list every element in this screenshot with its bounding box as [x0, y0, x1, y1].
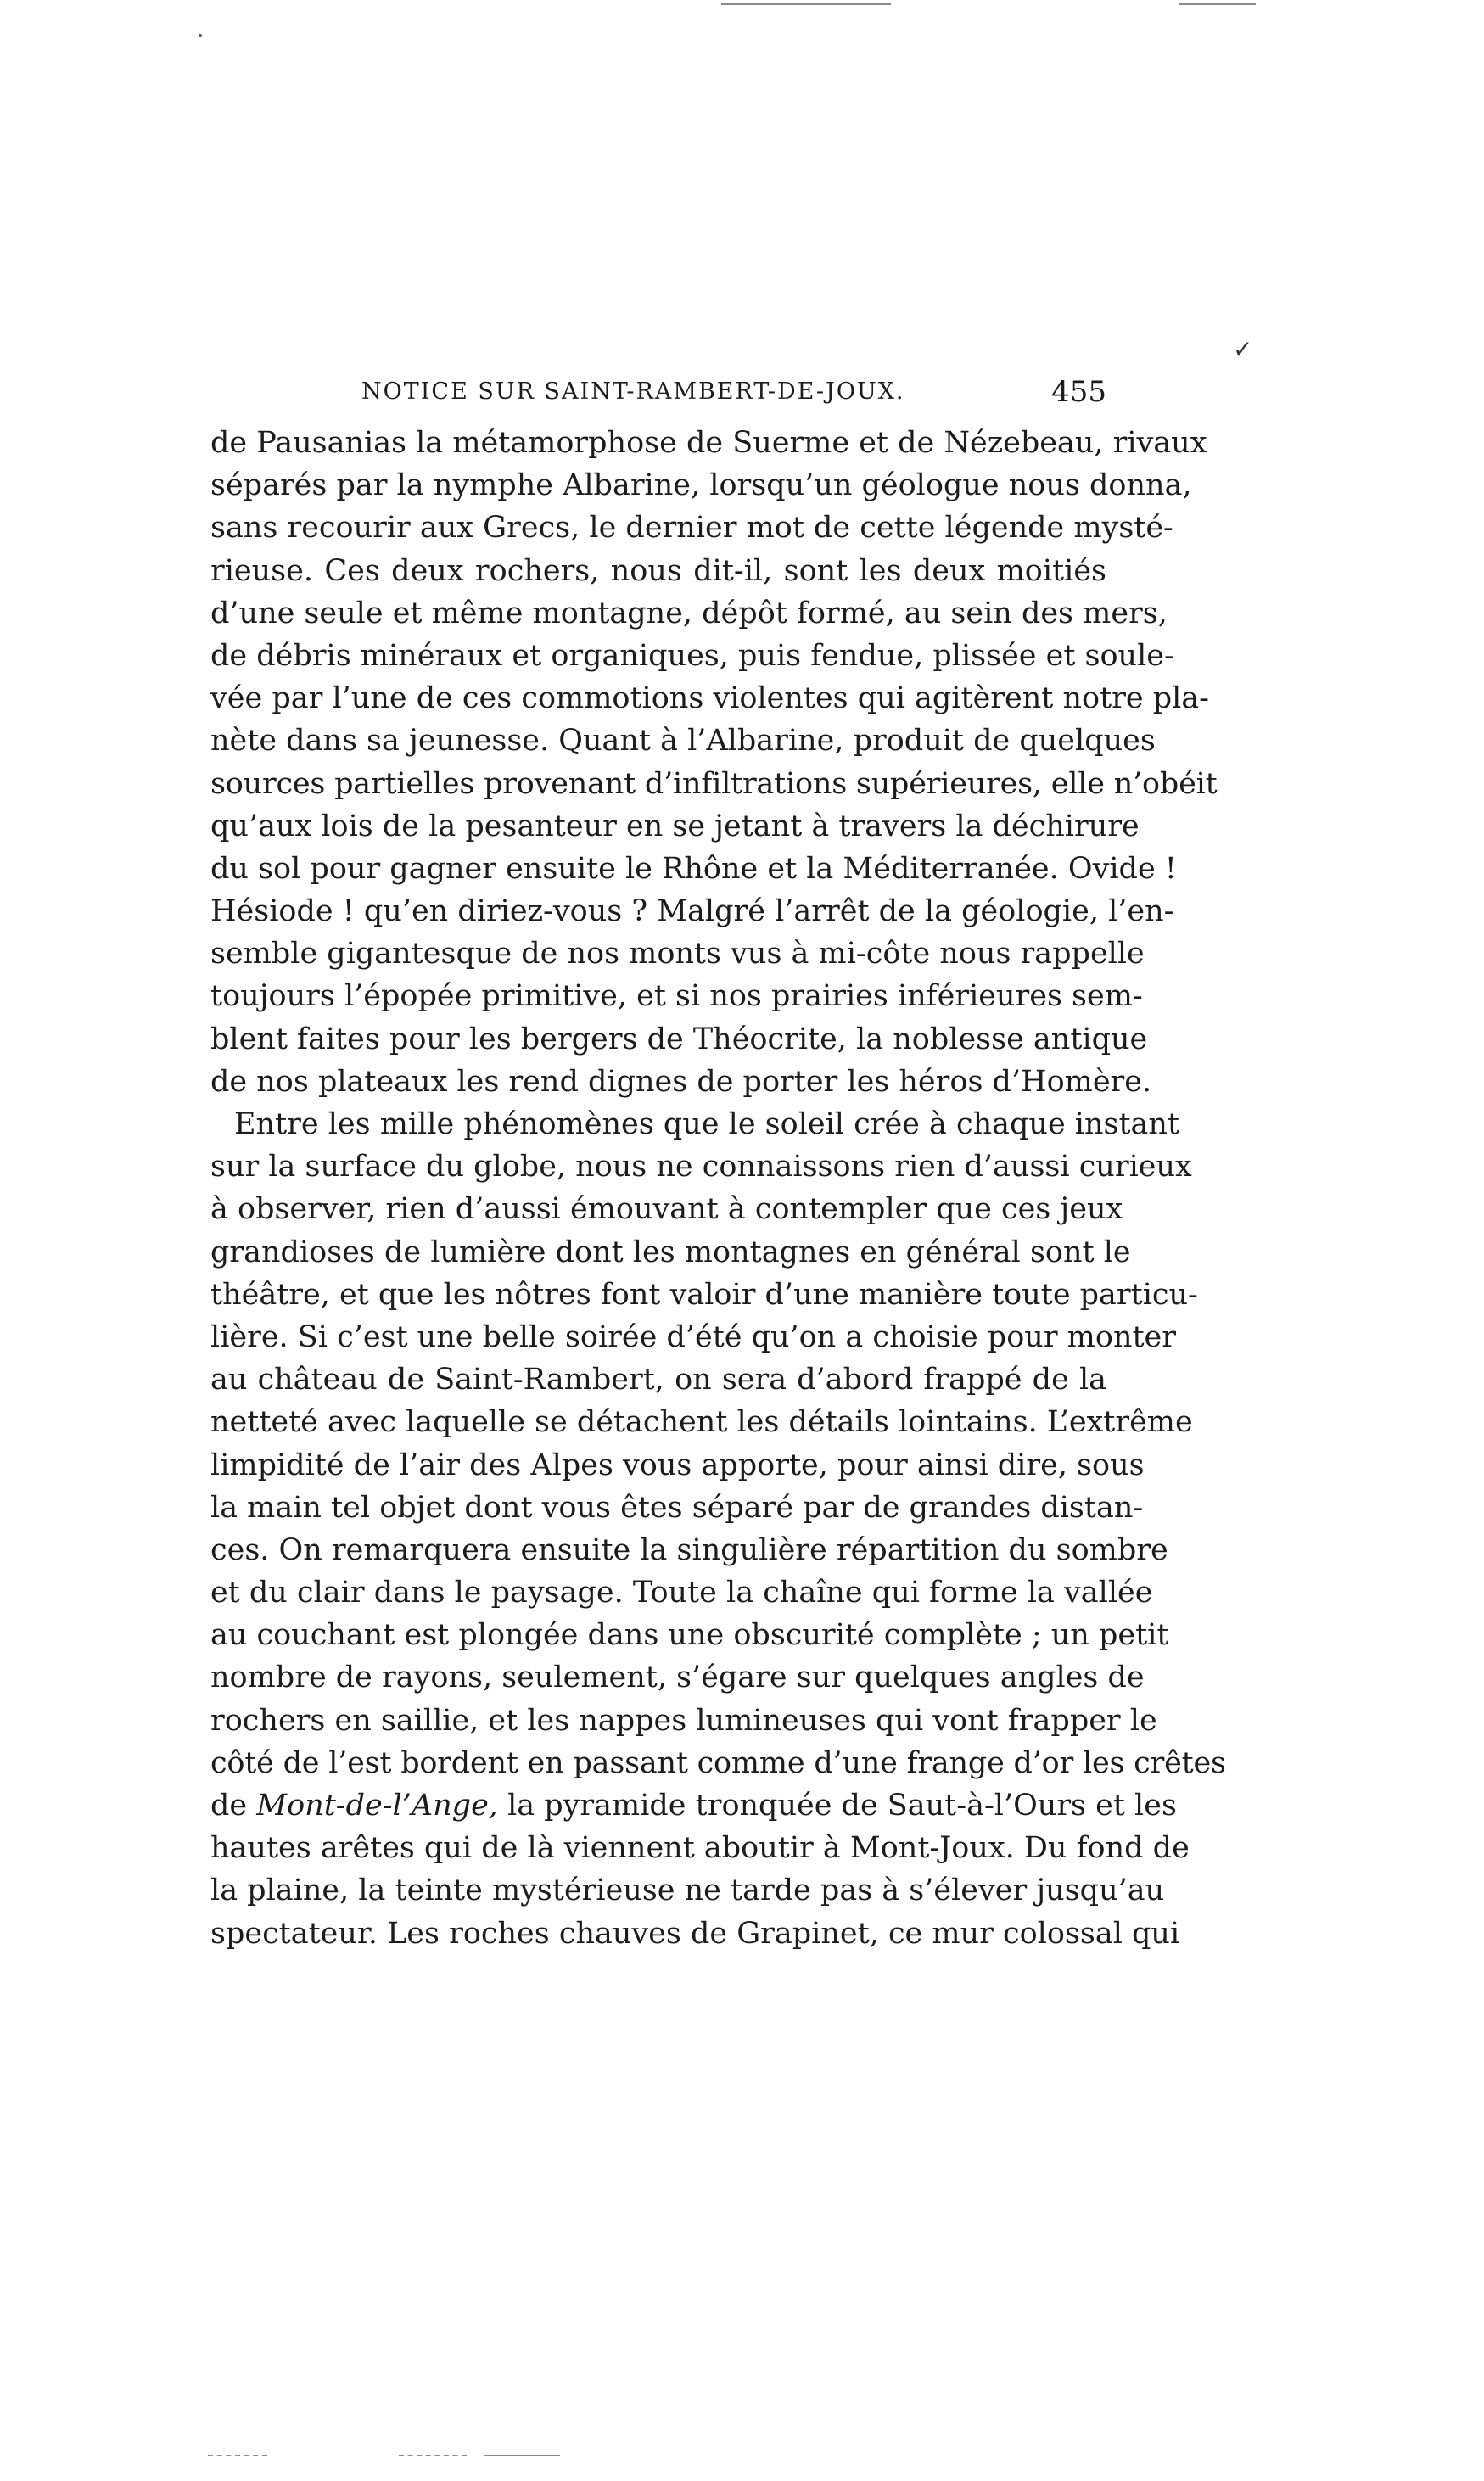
- page-number: 455: [1051, 375, 1106, 409]
- scan-edge-mark: [484, 2455, 560, 2456]
- text-line: rochers en saillie, et les nappes lumineuses qui vont frapper le: [210, 1703, 1157, 1738]
- text-line: hautes arêtes qui de là viennent aboutir à Mont-Joux. Du fond de: [210, 1831, 1190, 1866]
- scan-edge-mark: [1179, 3, 1256, 5]
- text-line: blent faites pour les bergers de Théocrite, la noblesse antique: [210, 1022, 1148, 1056]
- text-line: qu’aux lois de la pesanteur en se jetant à travers la déchirure: [210, 809, 1140, 843]
- text-line: sur la surface du globe, nous ne connaissons rien d’aussi curieux: [210, 1150, 1192, 1184]
- text-line: limpidité de l’air des Alpes vous apporte, pour ainsi dire, sous: [210, 1448, 1145, 1482]
- text-line: semble gigantesque de nos monts vus à mi-côte nous rappelle: [210, 937, 1145, 972]
- text-line: théâtre, et que les nôtres font valoir d’une manière toute particu-: [210, 1277, 1198, 1312]
- place-name: Mont-de-l’Ange,: [256, 1789, 498, 1823]
- text-line: Hésiode ! qu’en diriez-vous ? Malgré l’arrêt de la géologie, l’en-: [210, 894, 1174, 929]
- text-line: du sol pour gagner ensuite le Rhône et la Méditerranée. Ovide !: [210, 851, 1177, 886]
- text-line: spectateur. Les roches chauves de Grapinet, ce mur colossal qui: [210, 1916, 1180, 1951]
- text-line: la main tel objet dont vous êtes séparé par de grandes distan-: [210, 1490, 1144, 1525]
- line-rest: la pyramide tronquée de Saut-à-l’Ours et les: [507, 1789, 1177, 1823]
- text-line: côté de l’est bordent en passant comme d’une frange d’or les crêtes: [210, 1745, 1226, 1780]
- text-line: nombre de rayons, seulement, s’égare sur quelques angles de: [210, 1661, 1145, 1695]
- text-line: ces. On remarquera ensuite la singulière répartition du sombre: [210, 1532, 1168, 1567]
- text-line: rieuse. Ces deux rochers, nous dit-il, sont les deux moitiés: [210, 553, 1106, 588]
- text-line: et du clair dans le paysage. Toute la chaîne qui forme la vallée: [210, 1576, 1153, 1610]
- scan-speck: [199, 34, 202, 37]
- text-line: de nos plateaux les rend dignes de porter les héros d’Homère.: [210, 1064, 1152, 1099]
- line-spacer: [498, 1789, 507, 1823]
- text-line: sans recourir aux Grecs, le dernier mot de cette légende mysté-: [210, 511, 1173, 546]
- margin-mark-icon: ✓: [1233, 335, 1253, 363]
- text-line: Entre les mille phénomènes que le soleil crée à chaque instant: [234, 1107, 1180, 1141]
- text-line: grandioses de lumière dont les montagnes en général sont le: [210, 1235, 1131, 1269]
- scan-edge-mark: [208, 2455, 267, 2456]
- text-line: d’une seule et même montagne, dépôt formé, au sein des mers,: [210, 596, 1168, 630]
- text-line: de Pausanias la métamorphose de Suerme et de Nézebeau, rivaux: [210, 426, 1207, 460]
- text-line: toujours l’épopée primitive, et si nos prairies inférieures sem-: [210, 979, 1143, 1014]
- text-line: lière. Si c’est une belle soirée d’été qu’on a choisie pour monter: [210, 1319, 1176, 1354]
- text-line: vée par l’une de ces commotions violentes qui agitèrent notre pla-: [210, 681, 1209, 716]
- text-line: sources partielles provenant d’infiltrations supérieures, elle n’obéit: [210, 766, 1218, 801]
- running-title: NOTICE SUR SAINT-RAMBERT-DE-JOUX.: [361, 378, 905, 405]
- text-line: la plaine, la teinte mystérieuse ne tarde pas à s’élever jusqu’au: [210, 1873, 1165, 1908]
- scan-edge-mark: [399, 2455, 467, 2456]
- scan-edge-mark: [721, 3, 891, 5]
- text-line: netteté avec laquelle se détachent les détails lointains. L’extrême: [210, 1405, 1193, 1440]
- text-line: au château de Saint-Rambert, on sera d’abord frappé de la: [210, 1363, 1106, 1397]
- text-line: de débris minéraux et organiques, puis fendue, plissée et soule-: [210, 638, 1174, 673]
- body-text: [210, 422, 1226, 1955]
- text-line: séparés par la nymphe Albarine, lorsqu’un géologue nous donna,: [210, 468, 1192, 503]
- text-line: nète dans sa jeunesse. Quant à l’Albarine, produit de quelques: [210, 724, 1156, 759]
- running-head: [210, 371, 1106, 413]
- text-line: à observer, rien d’aussi émouvant à contempler que ces jeux: [210, 1192, 1123, 1227]
- line-prefix: de: [210, 1789, 257, 1823]
- text-line: au couchant est plongée dans une obscurité complète ; un petit: [210, 1618, 1169, 1653]
- text-line-with-place: [210, 1784, 1177, 1827]
